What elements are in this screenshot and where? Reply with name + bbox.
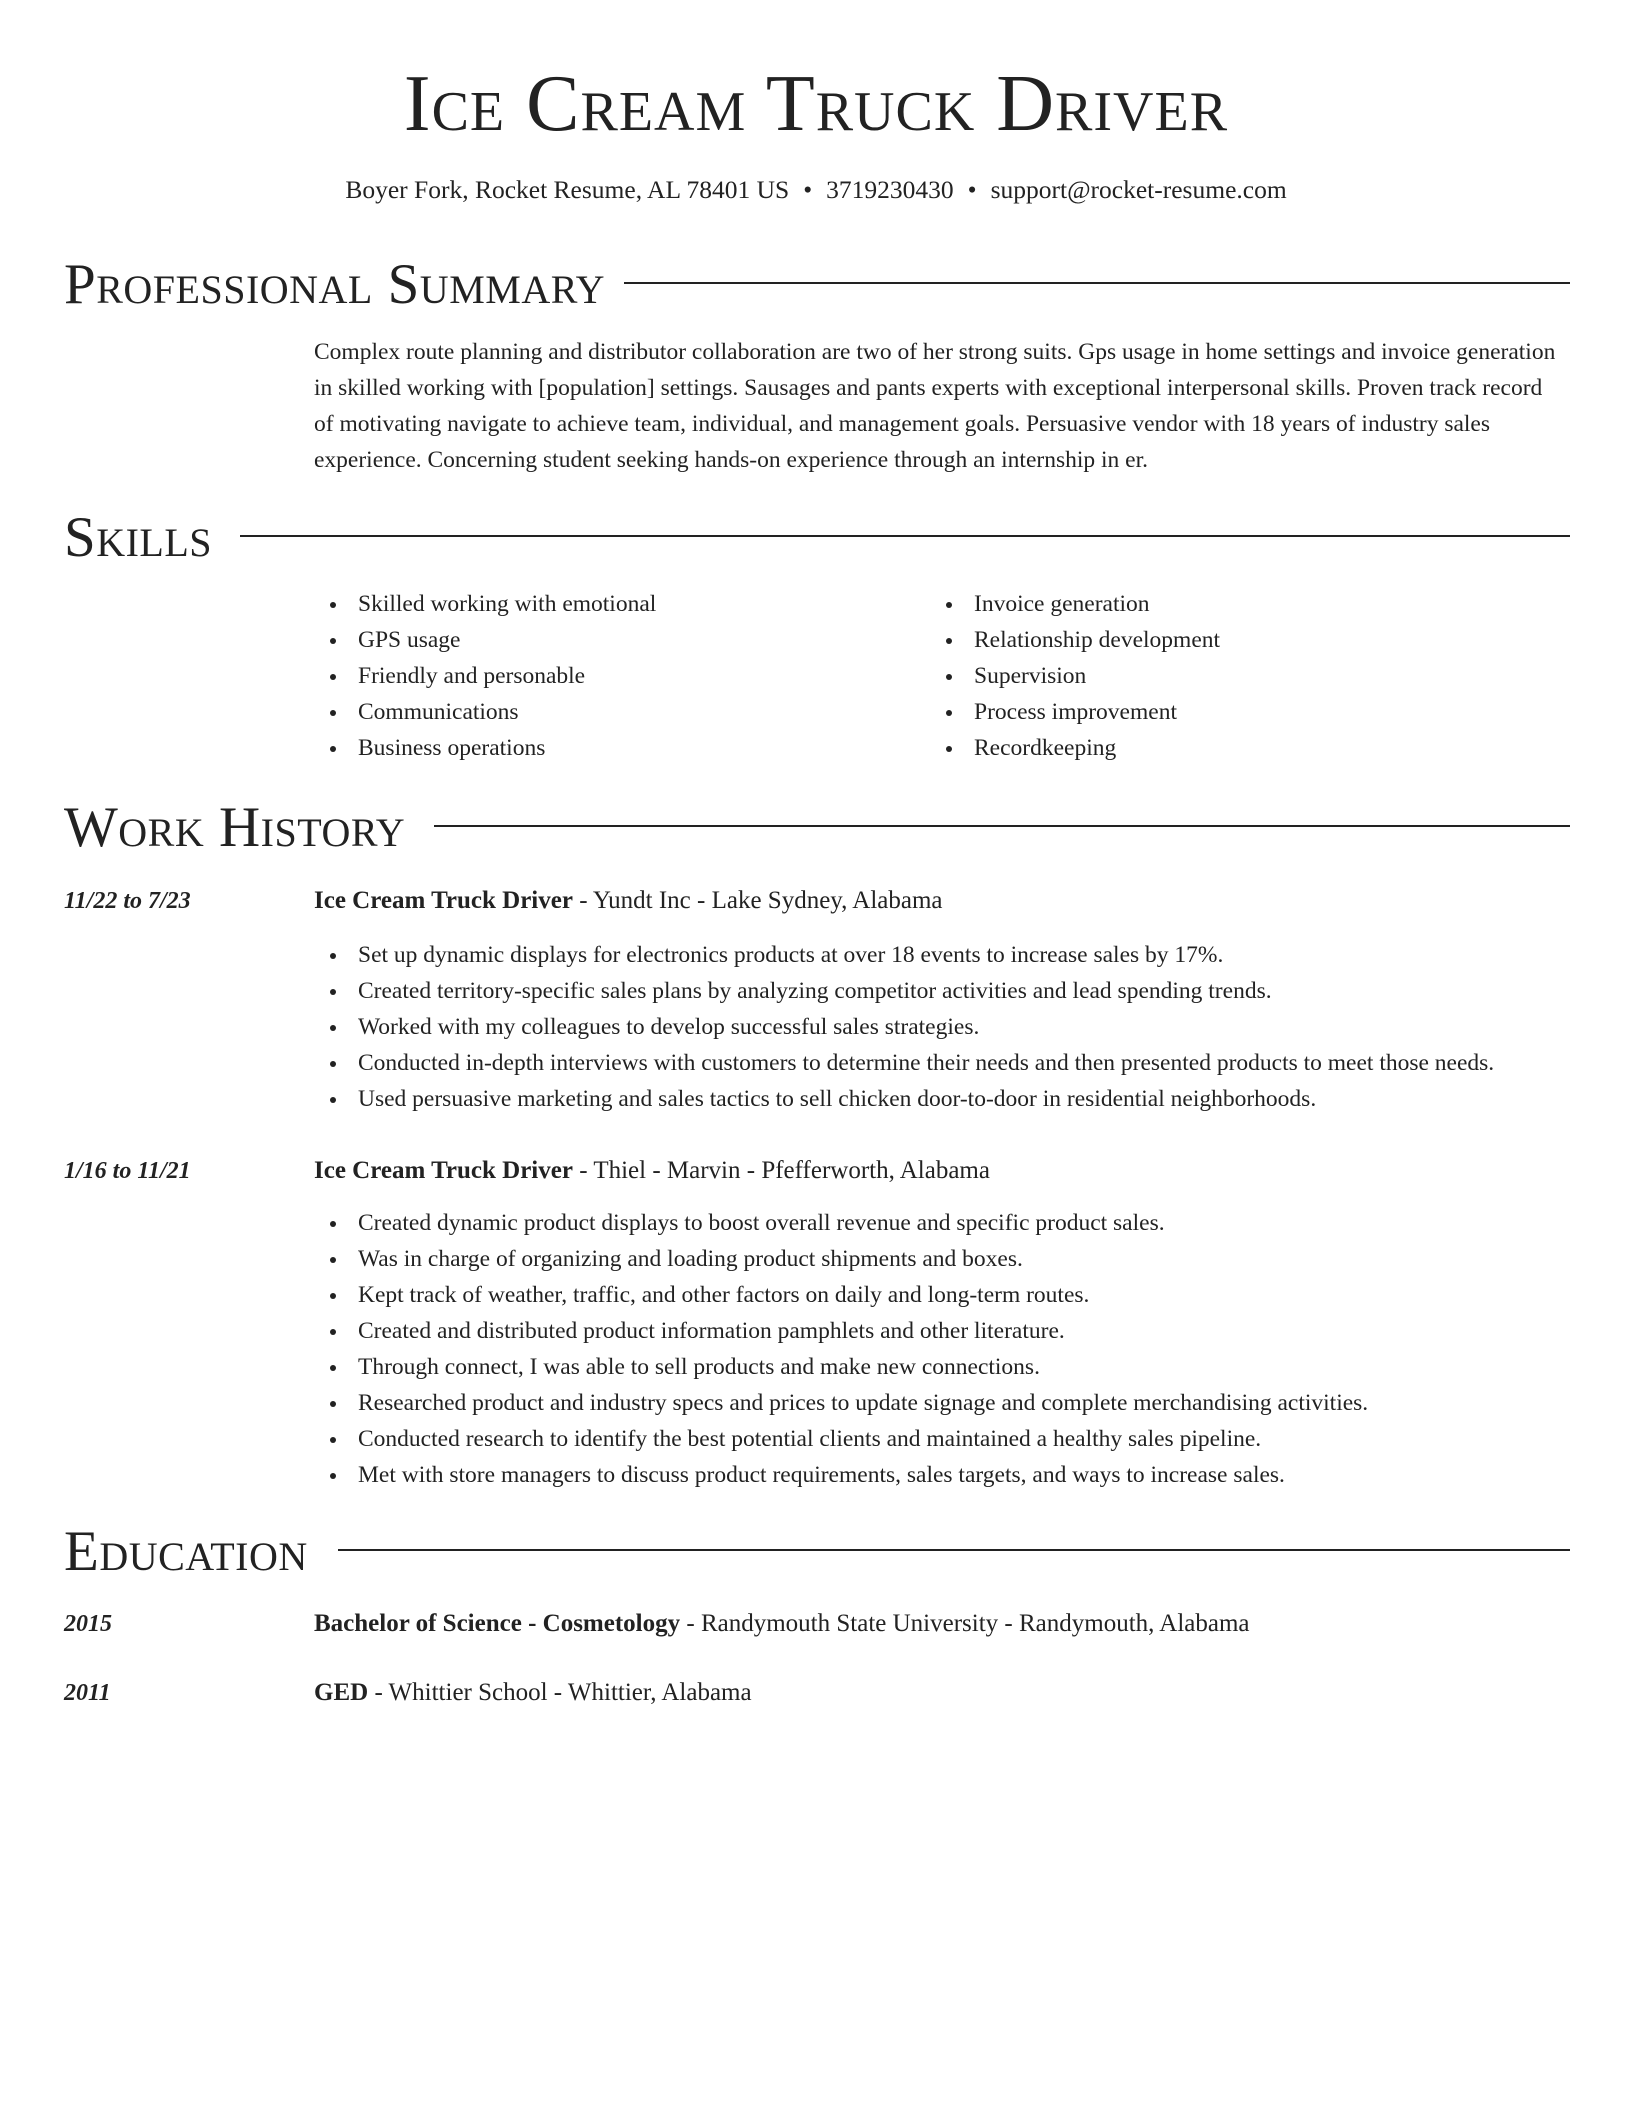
job-bullet: Kept track of weather, traffic, and other factors on daily and long-term routes. xyxy=(314,1277,1368,1313)
education-year: 2011 xyxy=(64,1680,111,1706)
section-divider xyxy=(338,1549,1570,1551)
contact-line xyxy=(0,172,1632,208)
skills-section-heading xyxy=(64,503,1570,573)
job-details: - Thiel - Marvin - Pfefferworth, Alabama xyxy=(572,1157,990,1184)
job-bullet: Met with store managers to discuss product requirements, sales targets, and ways to increase sales. xyxy=(314,1457,1368,1493)
skill-item: Skilled working with emotional xyxy=(314,586,656,622)
section-title: Education xyxy=(64,1517,338,1587)
education-entry xyxy=(314,1606,1250,1642)
job-bullet: Researched product and industry specs and prices to update signage and complete merchandising activities. xyxy=(314,1385,1368,1421)
job-bullet: Conducted research to identify the best potential clients and maintained a healthy sales pipeline. xyxy=(314,1421,1368,1457)
skill-item: Communications xyxy=(314,694,656,730)
job-title: Ice Cream Truck Driver xyxy=(314,1157,573,1184)
section-title: Skills xyxy=(64,503,242,573)
job-bullet: Worked with my colleagues to develop successful sales strategies. xyxy=(314,1009,1494,1045)
skill-item: Invoice generation xyxy=(930,586,1220,622)
education-section-heading xyxy=(64,1517,1570,1587)
section-divider xyxy=(624,282,1570,284)
job-title: Ice Cream Truck Driver xyxy=(314,887,573,914)
degree: GED xyxy=(314,1679,369,1706)
school-details: - Whittier School - Whittier, Alabama xyxy=(368,1679,752,1706)
skill-item: Business operations xyxy=(314,730,656,766)
job-bullet: Created and distributed product information pamphlets and other literature. xyxy=(314,1313,1368,1349)
separator: • xyxy=(803,175,813,204)
work-section-heading xyxy=(64,793,1570,863)
job-dates: 1/16 to 11/21 xyxy=(64,1158,191,1184)
resume-name: Ice Cream Truck Driver xyxy=(403,60,1229,148)
job-dates: 11/22 to 7/23 xyxy=(64,888,191,914)
separator: • xyxy=(967,175,977,204)
email: support@rocket-resume.com xyxy=(990,175,1287,204)
job-heading xyxy=(314,1153,990,1189)
phone: 3719230430 xyxy=(826,175,954,204)
skills-list-left xyxy=(314,586,656,766)
skill-item: GPS usage xyxy=(314,622,656,658)
school-details: - Randymouth State University - Randymouth, Alabama xyxy=(680,1610,1250,1637)
job-bullets xyxy=(314,937,1494,1117)
section-divider xyxy=(434,825,1570,827)
job-bullet: Conducted in-depth interviews with customers to determine their needs and then presented products to meet those needs. xyxy=(314,1045,1494,1081)
degree: Bachelor of Science - Cosmetology xyxy=(314,1610,681,1637)
job-bullet: Set up dynamic displays for electronics products at over 18 events to increase sales by 17%. xyxy=(314,937,1494,973)
skill-item: Process improvement xyxy=(930,694,1220,730)
skill-item: Recordkeeping xyxy=(930,730,1220,766)
education-year: 2015 xyxy=(64,1611,112,1637)
job-details: - Yundt Inc - Lake Sydney, Alabama xyxy=(572,887,943,914)
job-bullet: Created dynamic product displays to boost overall revenue and specific product sales. xyxy=(314,1205,1368,1241)
job-bullets xyxy=(314,1205,1368,1493)
education-entry xyxy=(314,1675,752,1711)
skill-item: Friendly and personable xyxy=(314,658,656,694)
job-bullet: Through connect, I was able to sell products and make new connections. xyxy=(314,1349,1368,1385)
summary-section-heading xyxy=(64,250,1570,320)
job-bullet: Was in charge of organizing and loading product shipments and boxes. xyxy=(314,1241,1368,1277)
section-divider xyxy=(240,535,1570,537)
skill-item: Relationship development xyxy=(930,622,1220,658)
address: Boyer Fork, Rocket Resume, AL 78401 US xyxy=(345,175,790,204)
job-bullet: Used persuasive marketing and sales tactics to sell chicken door-to-door in residential neighborhoods. xyxy=(314,1081,1494,1117)
section-title: Professional Summary xyxy=(64,250,635,320)
section-title: Work History xyxy=(64,793,435,863)
job-bullet: Created territory-specific sales plans by analyzing competitor activities and lead spending trends. xyxy=(314,973,1494,1009)
job-heading xyxy=(314,883,943,919)
skill-item: Supervision xyxy=(930,658,1220,694)
summary-text: Complex route planning and distributor collaboration are two of her strong suits. Gps usage in home settings and invoice generation in skilled working with [population] settings. Sausages and pants experts with exceptional interpersonal skills. Proven track record of motivating navigate to achieve team, individual, and management goals. Persuasive vendor with 18 years of industry sales experience. Concerning student seeking hands-on experience through an internship in er. xyxy=(314,339,1556,473)
skills-list-right xyxy=(930,586,1220,766)
